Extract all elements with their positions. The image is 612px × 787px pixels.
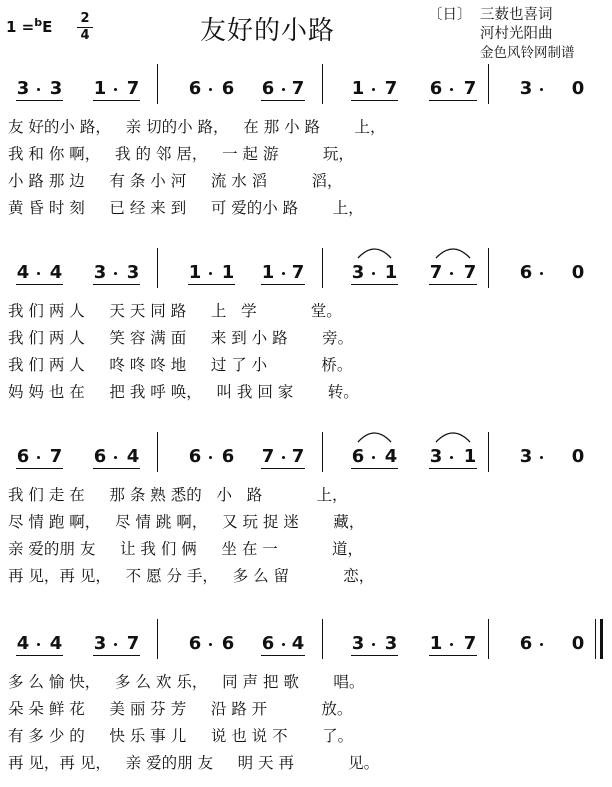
- beam-underline: [93, 468, 140, 469]
- note: 4: [49, 633, 63, 654]
- note: 6: [93, 446, 107, 467]
- duration-dot: [209, 643, 212, 646]
- bar-line: [322, 64, 323, 104]
- lyric-line: 妈 妈 也 在 把 我 呼 唤， 叫 我 回 家 转。: [8, 383, 359, 401]
- note: 6: [221, 78, 235, 99]
- note: 6: [188, 78, 202, 99]
- bar-line: [322, 248, 323, 288]
- note: 6: [221, 633, 235, 654]
- duration-dot: [450, 88, 453, 91]
- note: 1: [384, 262, 398, 283]
- duration-dot: [282, 456, 285, 459]
- duration-dot: [114, 456, 117, 459]
- song-title: 友好的小路: [200, 16, 336, 46]
- note: 6: [221, 446, 235, 467]
- bar-line: [488, 619, 489, 659]
- note: 7: [126, 78, 140, 99]
- lyric-line: 亲 爱的朋 友 让 我 们 俩 坐 在 一 道，: [8, 540, 363, 558]
- beam-underline: [93, 100, 140, 101]
- note: 4: [49, 262, 63, 283]
- note: 6: [188, 633, 202, 654]
- lyric-line: 友 好的小 路， 亲 切的小 路， 在 那 小 路 上，: [8, 118, 386, 136]
- note: 0: [571, 446, 585, 467]
- duration-dot: [37, 88, 40, 91]
- lyric-line: 有 多 少 的 快 乐 事 儿 说 也 说 不 了。: [8, 727, 354, 745]
- duration-dot: [372, 88, 375, 91]
- beam-underline: [93, 284, 140, 285]
- note: 7: [291, 446, 305, 467]
- note: 0: [571, 633, 585, 654]
- note: 3: [351, 633, 365, 654]
- note: 1: [93, 78, 107, 99]
- note: 6: [519, 633, 533, 654]
- slur: [356, 244, 393, 260]
- note: 4: [16, 633, 30, 654]
- beam-underline: [351, 468, 398, 469]
- lyric-line: 小 路 那 边 有 条 小 河 流 水 滔 滔，: [8, 172, 343, 190]
- time-signature: [77, 12, 93, 43]
- beam-underline: [16, 284, 63, 285]
- bar-line: [488, 432, 489, 472]
- note: 3: [384, 633, 398, 654]
- note: 3: [126, 262, 140, 283]
- duration-dot: [209, 88, 212, 91]
- final-bar-thick: [600, 619, 603, 659]
- beam-underline: [16, 655, 63, 656]
- duration-dot: [372, 272, 375, 275]
- duration-dot: [540, 456, 543, 459]
- note: 7: [261, 446, 275, 467]
- duration-dot: [209, 272, 212, 275]
- note: 3: [49, 78, 63, 99]
- bar-line: [488, 248, 489, 288]
- note: 3: [429, 446, 443, 467]
- key-signature: [6, 16, 52, 36]
- note: 7: [49, 446, 63, 467]
- duration-dot: [450, 643, 453, 646]
- duration-dot: [540, 643, 543, 646]
- duration-dot: [282, 88, 285, 91]
- duration-dot: [282, 643, 285, 646]
- note: 7: [384, 78, 398, 99]
- key-prefix: 1 =: [6, 18, 35, 36]
- duration-dot: [282, 272, 285, 275]
- note: 7: [463, 262, 477, 283]
- note: 7: [429, 262, 443, 283]
- lyric-line: 我 们 两 人 咚 咚 咚 地 过 了 小 桥。: [8, 356, 353, 374]
- beam-underline: [261, 100, 305, 101]
- note: 6: [429, 78, 443, 99]
- note: 6: [351, 446, 365, 467]
- lyricist: 三薮也喜词: [480, 7, 553, 23]
- note: 1: [261, 262, 275, 283]
- bar-line: [157, 432, 158, 472]
- duration-dot: [37, 643, 40, 646]
- note: 0: [571, 78, 585, 99]
- duration-dot: [114, 88, 117, 91]
- beam-underline: [351, 284, 398, 285]
- key-note: E: [42, 18, 53, 36]
- duration-dot: [540, 272, 543, 275]
- lyric-line: 多 么 愉 快， 多 么 欢 乐， 同 声 把 歌 唱。: [8, 673, 365, 691]
- beam-underline: [351, 655, 398, 656]
- flat-sign: b: [34, 16, 43, 29]
- arranger: 金色风铃网制谱: [480, 45, 575, 61]
- lyric-line: 黄 昏 时 刻 已 经 来 到 可 爱的小 路 上，: [8, 199, 364, 217]
- lyric-line: 再 见，再 见， 不 愿 分 手， 多 么 留 恋，: [8, 567, 375, 585]
- duration-dot: [372, 456, 375, 459]
- duration-dot: [114, 272, 117, 275]
- time-bottom: 4: [80, 28, 90, 43]
- note: 7: [126, 633, 140, 654]
- note: 1: [351, 78, 365, 99]
- note: 6: [261, 633, 275, 654]
- note: 3: [93, 262, 107, 283]
- bar-line: [157, 64, 158, 104]
- beam-underline: [261, 655, 305, 656]
- slur: [356, 428, 393, 444]
- beam-underline: [429, 100, 477, 101]
- bar-line: [322, 619, 323, 659]
- beam-underline: [16, 468, 63, 469]
- note: 6: [261, 78, 275, 99]
- beam-underline: [429, 468, 477, 469]
- composer: 河村光阳曲: [480, 26, 553, 42]
- bar-line: [157, 248, 158, 288]
- note: 7: [291, 262, 305, 283]
- note: 4: [384, 446, 398, 467]
- note: 3: [16, 78, 30, 99]
- bar-line: [488, 64, 489, 104]
- duration-dot: [450, 456, 453, 459]
- bar-line: [322, 432, 323, 472]
- note: 7: [463, 78, 477, 99]
- duration-dot: [372, 643, 375, 646]
- beam-underline: [429, 655, 477, 656]
- beam-underline: [93, 655, 140, 656]
- duration-dot: [114, 643, 117, 646]
- lyric-line: 我 们 两 人 天 天 同 路 上 学 堂。: [8, 302, 342, 320]
- beam-underline: [261, 468, 305, 469]
- note: 1: [188, 262, 202, 283]
- lyric-line: 我 们 走 在 那 条 熟 悉的 小 路 上，: [8, 486, 348, 504]
- note: 6: [188, 446, 202, 467]
- duration-dot: [37, 456, 40, 459]
- note: 3: [519, 78, 533, 99]
- note: 4: [291, 633, 305, 654]
- beam-underline: [351, 100, 398, 101]
- beam-underline: [16, 100, 63, 101]
- note: 1: [221, 262, 235, 283]
- origin-label: 〔日〕: [428, 7, 472, 23]
- note: 1: [429, 633, 443, 654]
- note: 3: [351, 262, 365, 283]
- duration-dot: [540, 88, 543, 91]
- beam-underline: [188, 284, 235, 285]
- final-bar-thin: [595, 619, 596, 659]
- duration-dot: [209, 456, 212, 459]
- note: 4: [16, 262, 30, 283]
- note: 7: [463, 633, 477, 654]
- duration-dot: [37, 272, 40, 275]
- duration-dot: [450, 272, 453, 275]
- note: 1: [463, 446, 477, 467]
- bar-line: [157, 619, 158, 659]
- lyric-line: 再 见，再 见， 亲 爱的朋 友 明 天 再 见。: [8, 754, 380, 772]
- beam-underline: [429, 284, 477, 285]
- credits: [428, 6, 575, 63]
- lyric-line: 我 们 两 人 笑 容 满 面 来 到 小 路 旁。: [8, 329, 354, 347]
- note: 6: [16, 446, 30, 467]
- beam-underline: [261, 284, 305, 285]
- note: 4: [126, 446, 140, 467]
- note: 3: [519, 446, 533, 467]
- note: 7: [291, 78, 305, 99]
- lyric-line: 朵 朵 鲜 花 美 丽 芬 芳 沿 路 开 放。: [8, 700, 353, 718]
- note: 0: [571, 262, 585, 283]
- slur: [434, 244, 472, 260]
- slur: [434, 428, 472, 444]
- time-top: 2: [80, 11, 90, 26]
- lyric-line: 我 和 你 啊， 我 的 邻 居， 一 起 游 玩，: [8, 145, 354, 163]
- note: 3: [93, 633, 107, 654]
- lyric-line: 尽 情 跑 啊， 尽 情 跳 啊， 又 玩 捉 迷 藏，: [8, 513, 365, 531]
- note: 6: [519, 262, 533, 283]
